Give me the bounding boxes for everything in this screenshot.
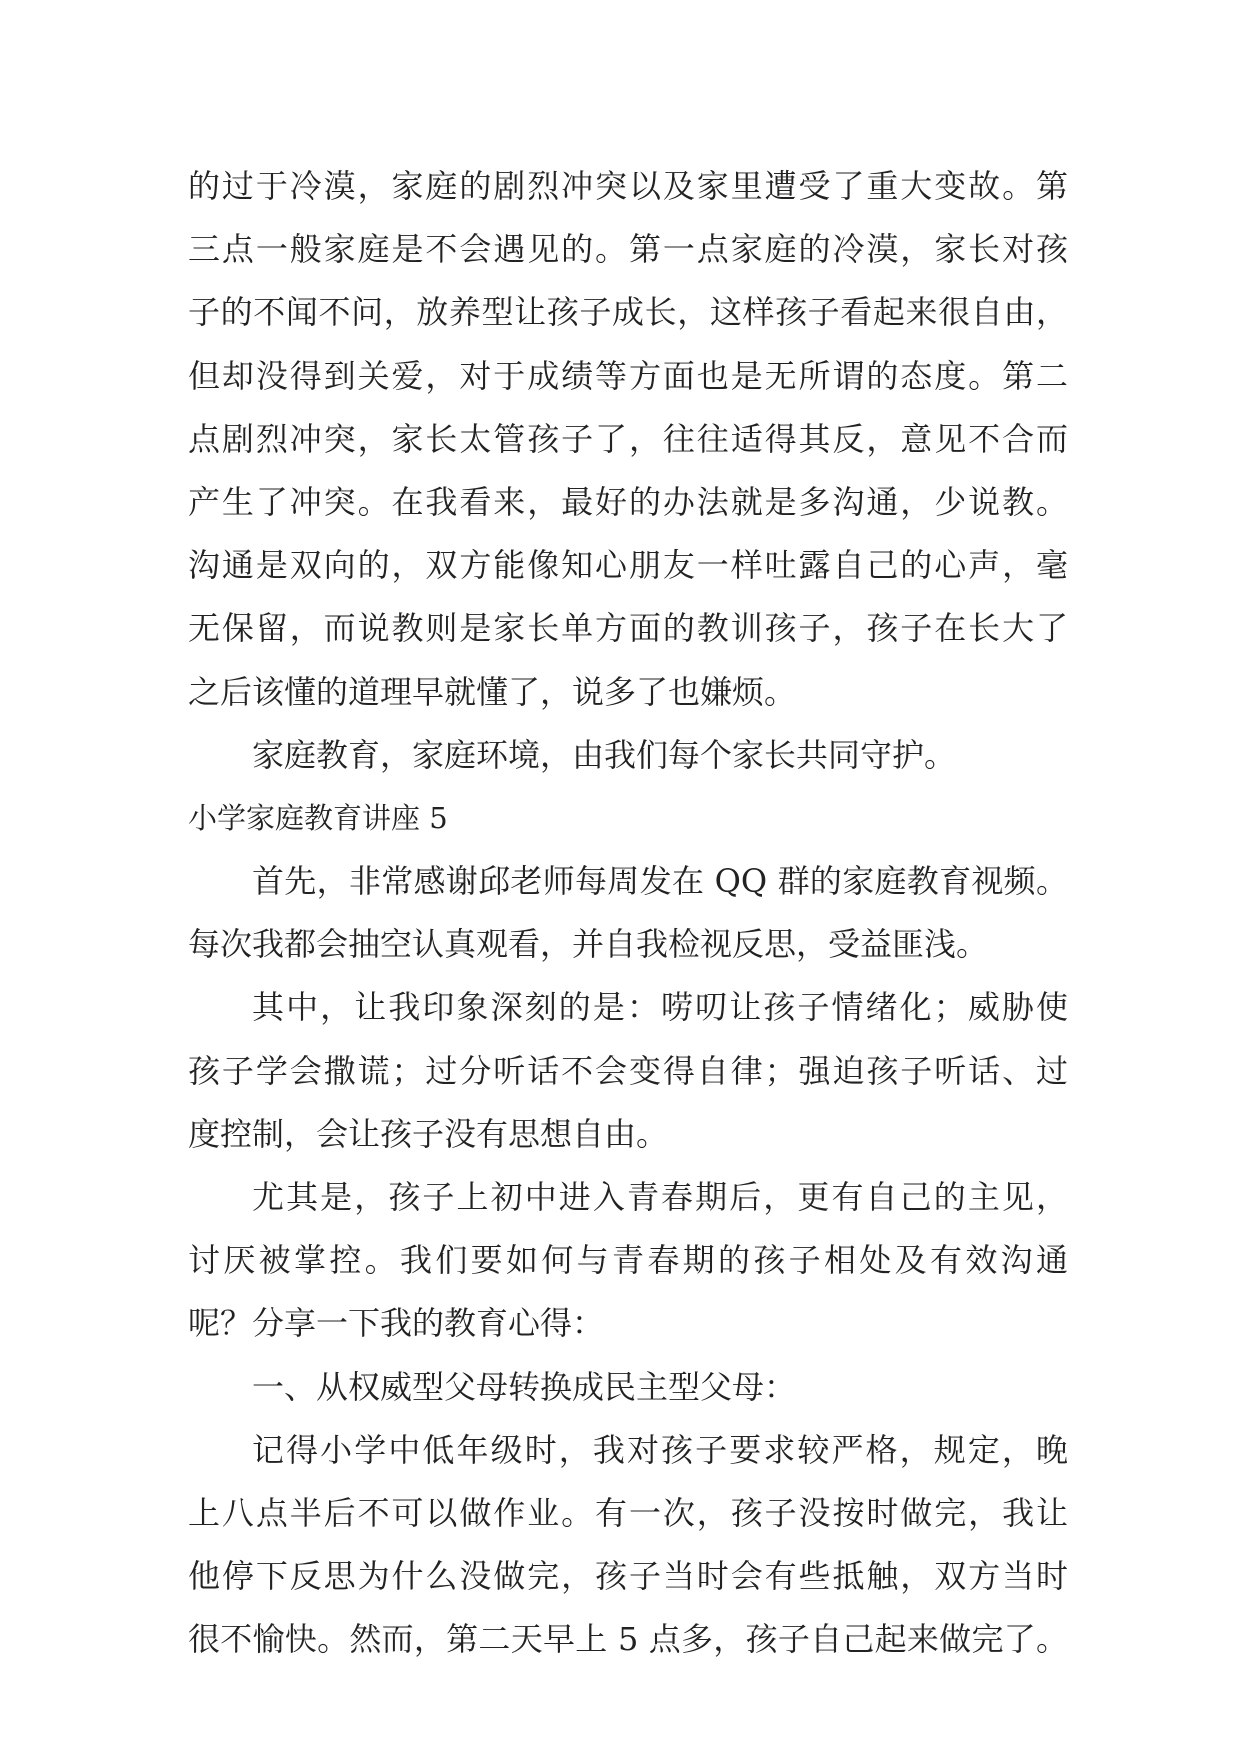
paragraph-line: 之后该懂的道理早就懂了，说多了也嫌烦。: [188, 672, 797, 711]
paragraph-line: 其中，让我印象深刻的是：唠叨让孩子情绪化；威胁使: [252, 988, 1068, 1027]
paragraph-line: 但却没得到关爱，对于成绩等方面也是无所谓的态度。第二: [188, 356, 1068, 395]
paragraph-line: 点剧烈冲突，家长太管孩子了，往往适得其反，意见不合而: [188, 419, 1068, 458]
paragraph-line: 讨厌被掌控。我们要如何与青春期的孩子相处及有效沟通: [188, 1241, 1068, 1280]
paragraph-line: 每次我都会抽空认真观看，并自我检视反思，受益匪浅。: [188, 925, 989, 964]
paragraph-line: 家庭教育，家庭环境，由我们每个家长共同守护。: [252, 735, 957, 774]
paragraph-line: 度控制，会让孩子没有思想自由。: [188, 1114, 669, 1153]
section-heading: 小学家庭教育讲座 5: [188, 800, 448, 835]
paragraph-line: 尤其是，孩子上初中进入青春期后，更有自己的主见，: [252, 1178, 1068, 1216]
document-body: [188, 155, 1068, 1672]
paragraph-line: 首先，非常感谢邱老师每周发在 QQ 群的家庭教育视频。: [252, 862, 1068, 901]
paragraph-line: 子的不闻不问，放养型让孩子成长，这样孩子看起来很自由，: [188, 293, 1068, 332]
paragraph-line: 三点一般家庭是不会遇见的。第一点家庭的冷漠，家长对孩: [188, 230, 1068, 269]
paragraph-line: 他停下反思为什么没做完，孩子当时会有些抵触，双方当时: [188, 1557, 1068, 1596]
paragraph-line: 呢？分享一下我的教育心得：: [188, 1304, 605, 1343]
paragraph-line: 孩子学会撒谎；过分听话不会变得自律；强迫孩子听话、过: [188, 1051, 1068, 1090]
paragraph-line: 很不愉快。然而，第二天早上 5 点多，孩子自己起来做完了。: [188, 1620, 1068, 1659]
paragraph-line: 产生了冲突。在我看来，最好的办法就是多沟通，少说教。: [188, 482, 1068, 521]
paragraph-line: 上八点半后不可以做作业。有一次，孩子没按时做完，我让: [188, 1493, 1068, 1532]
paragraph-line: 一、从权威型父母转换成民主型父母：: [252, 1367, 797, 1406]
paragraph-line: 的过于冷漠，家庭的剧烈冲突以及家里遭受了重大变故。第: [188, 167, 1068, 205]
paragraph-line: 无保留，而说教则是家长单方面的教训孩子，孩子在长大了: [188, 609, 1068, 648]
paragraph-line: 沟通是双向的，双方能像知心朋友一样吐露自己的心声，毫: [188, 546, 1068, 585]
paragraph-line: 记得小学中低年级时，我对孩子要求较严格，规定，晚: [252, 1430, 1068, 1469]
